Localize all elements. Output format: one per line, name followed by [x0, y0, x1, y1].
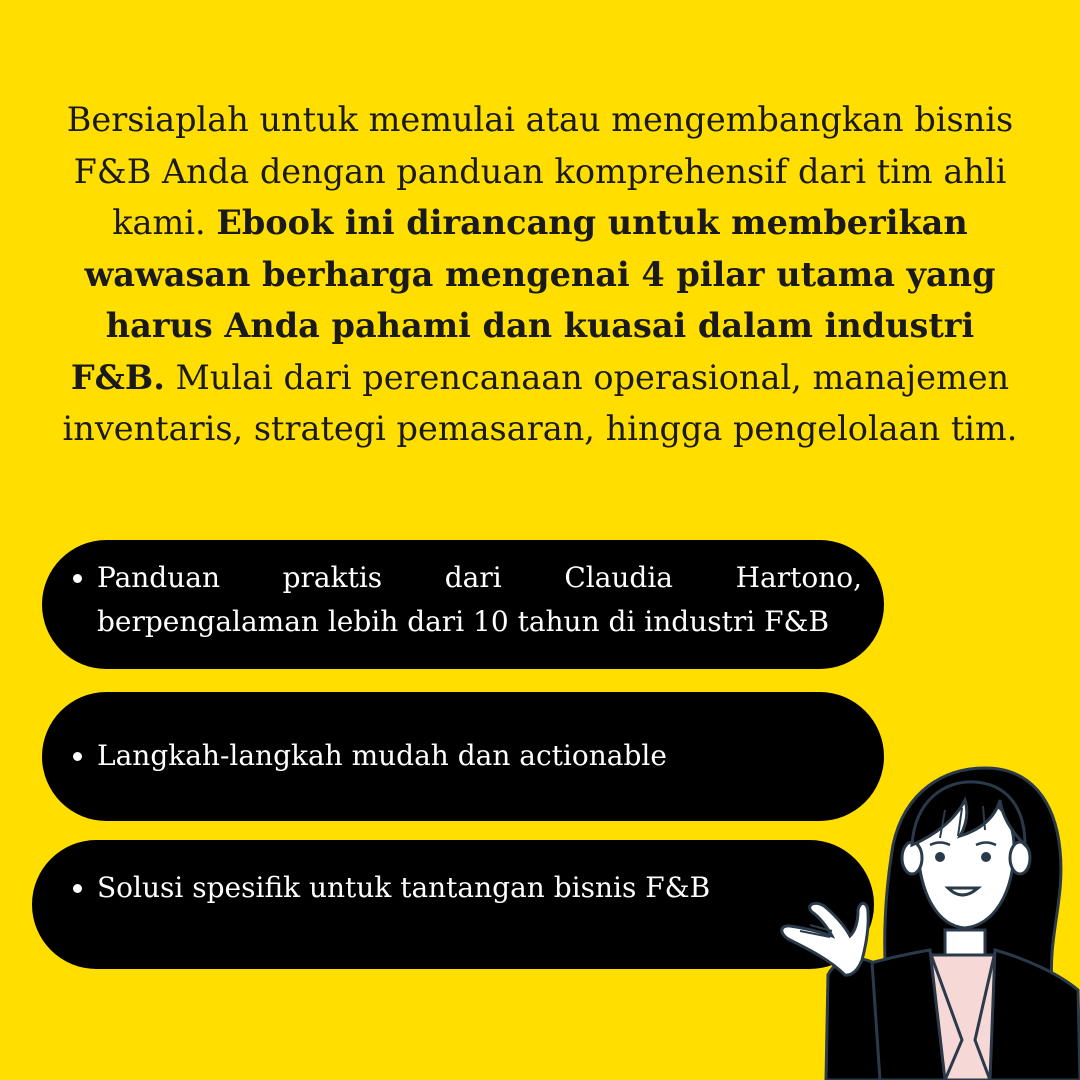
- feature-list: [42, 734, 862, 778]
- feature-list: [42, 556, 862, 644]
- feature-pill-2: [42, 692, 884, 821]
- feature-item: • Solusi spesifik untuk tantangan bisnis F&B: [97, 866, 852, 910]
- feature-item: • Langkah-langkah mudah dan actionable: [97, 734, 862, 778]
- intro-text-2: Mulai dari perencanaan operasional, manajemen inventaris, strategi pemasaran, hingga pengelolaan tim.: [62, 357, 1018, 448]
- intro-paragraph: [58, 94, 1022, 455]
- feature-item: • Panduan praktis dari Claudia Hartono, berpengalaman lebih dari 10 tahun di industri F&B: [97, 556, 862, 644]
- feature-pill-1: [42, 540, 884, 669]
- feature-list: [42, 866, 852, 910]
- presenter-woman-illustration: [770, 760, 1080, 1080]
- intro-text-1: Bersiaplah untuk memulai atau mengembangkan bisnis F&B Anda dengan panduan komprehensif dari tim ahli kami.: [66, 100, 1014, 242]
- intro-text-bold: Ebook ini dirancang untuk memberikan wawasan berharga mengenai 4 pilar utama yang harus Anda pahami dan kuasai dalam industri F&B.: [70, 203, 996, 397]
- feature-pill-3: [32, 840, 874, 969]
